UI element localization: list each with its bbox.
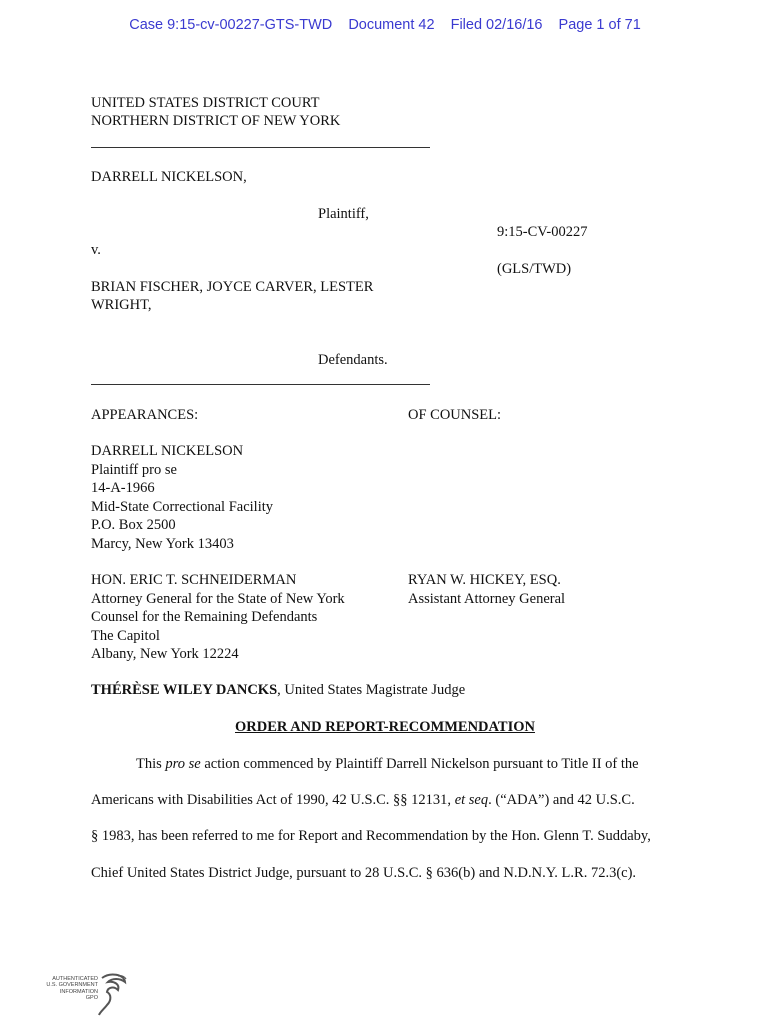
judge-name: THÉRÈSE WILEY DANCKS: [91, 682, 278, 698]
body-text: This: [136, 756, 166, 772]
plaintiff-label: Plaintiff,: [318, 206, 369, 222]
address-line: DARRELL NICKELSON: [91, 443, 244, 459]
court-district: NORTHERN DISTRICT OF NEW YORK: [91, 113, 341, 129]
address-line: 14-A-1966: [91, 480, 155, 496]
defendant-counsel-address-block: [91, 571, 345, 664]
appearances-heading: APPEARANCES:: [91, 407, 199, 423]
gpo-seal-text: [40, 976, 98, 1001]
body-text: Americans with Disabilities Act of 1990, 42 U.S.C. §§ 12131,: [91, 792, 455, 808]
court-name: UNITED STATES DISTRICT COURT: [91, 95, 320, 111]
eagle-icon: [98, 972, 128, 1016]
body-italic: et seq: [454, 792, 489, 808]
caption-rule-bottom: [91, 384, 430, 385]
gpo-text-line: INFORMATION: [59, 988, 98, 995]
address-line: P.O. Box 2500: [91, 517, 176, 533]
address-line: Albany, New York 12224: [91, 646, 239, 662]
body-text: . (“ADA”) and 42 U.S.C.: [488, 792, 635, 808]
page-indicator: Page 1 of 71: [558, 17, 641, 33]
of-counsel-block: [408, 571, 565, 608]
counsel-name: RYAN W. HICKEY, ESQ.: [408, 572, 561, 588]
plaintiff-address-block: [91, 442, 273, 553]
defendants-label: Defendants.: [318, 352, 388, 368]
body-text: action commenced by Plaintiff Darrell Nickelson pursuant to Title II of the: [200, 756, 639, 772]
body-line-2: [91, 791, 635, 810]
address-line: Attorney General for the State of New York: [91, 590, 345, 607]
plaintiff-name: DARRELL NICKELSON,: [91, 169, 247, 185]
gpo-text-line: GPO: [85, 994, 98, 1001]
address-line: Marcy, New York 13403: [91, 535, 234, 552]
judge-title: , United States Magistrate Judge: [277, 682, 466, 698]
judge-line: [91, 681, 465, 700]
case-number-header: Case 9:15-cv-00227-GTS-TWD: [129, 17, 333, 33]
case-number: 9:15-CV-00227: [497, 224, 588, 240]
body-line-1: [136, 755, 639, 774]
body-line-4: Chief United States District Judge, pursuant to 28 U.S.C. § 636(b) and N.D.N.Y. L.R. 72.3(c).: [91, 865, 637, 881]
judge-initials: (GLS/TWD): [497, 261, 572, 277]
address-line: HON. ERIC T. SCHNEIDERMAN: [91, 572, 297, 588]
address-line: The Capitol: [91, 627, 160, 644]
document-number: Document 42: [348, 17, 435, 33]
order-title: ORDER AND REPORT-RECOMMENDATION: [235, 719, 535, 735]
address-line: Mid-State Correctional Facility: [91, 498, 274, 515]
caption-rule-top: [91, 147, 430, 148]
defendants-line-1: BRIAN FISCHER, JOYCE CARVER, LESTER: [91, 279, 374, 295]
of-counsel-heading: OF COUNSEL:: [408, 407, 502, 423]
address-line: Plaintiff pro se: [91, 461, 177, 478]
address-line: Counsel for the Remaining Defendants: [91, 609, 318, 625]
defendants-line-2: WRIGHT,: [91, 297, 152, 313]
versus: v.: [91, 242, 101, 258]
gpo-text-line: AUTHENTICATED: [52, 976, 98, 982]
counsel-title: Assistant Attorney General: [408, 590, 566, 607]
filed-date: Filed 02/16/16: [450, 17, 543, 33]
gpo-text-line: U.S. GOVERNMENT: [46, 982, 98, 989]
ecf-header: [0, 17, 770, 33]
body-italic: pro se: [165, 756, 201, 772]
gpo-authentication-seal: [40, 972, 130, 1016]
body-line-3: § 1983, has been referred to me for Report and Recommendation by the Hon. Glenn T. Suddaby,: [91, 828, 651, 844]
